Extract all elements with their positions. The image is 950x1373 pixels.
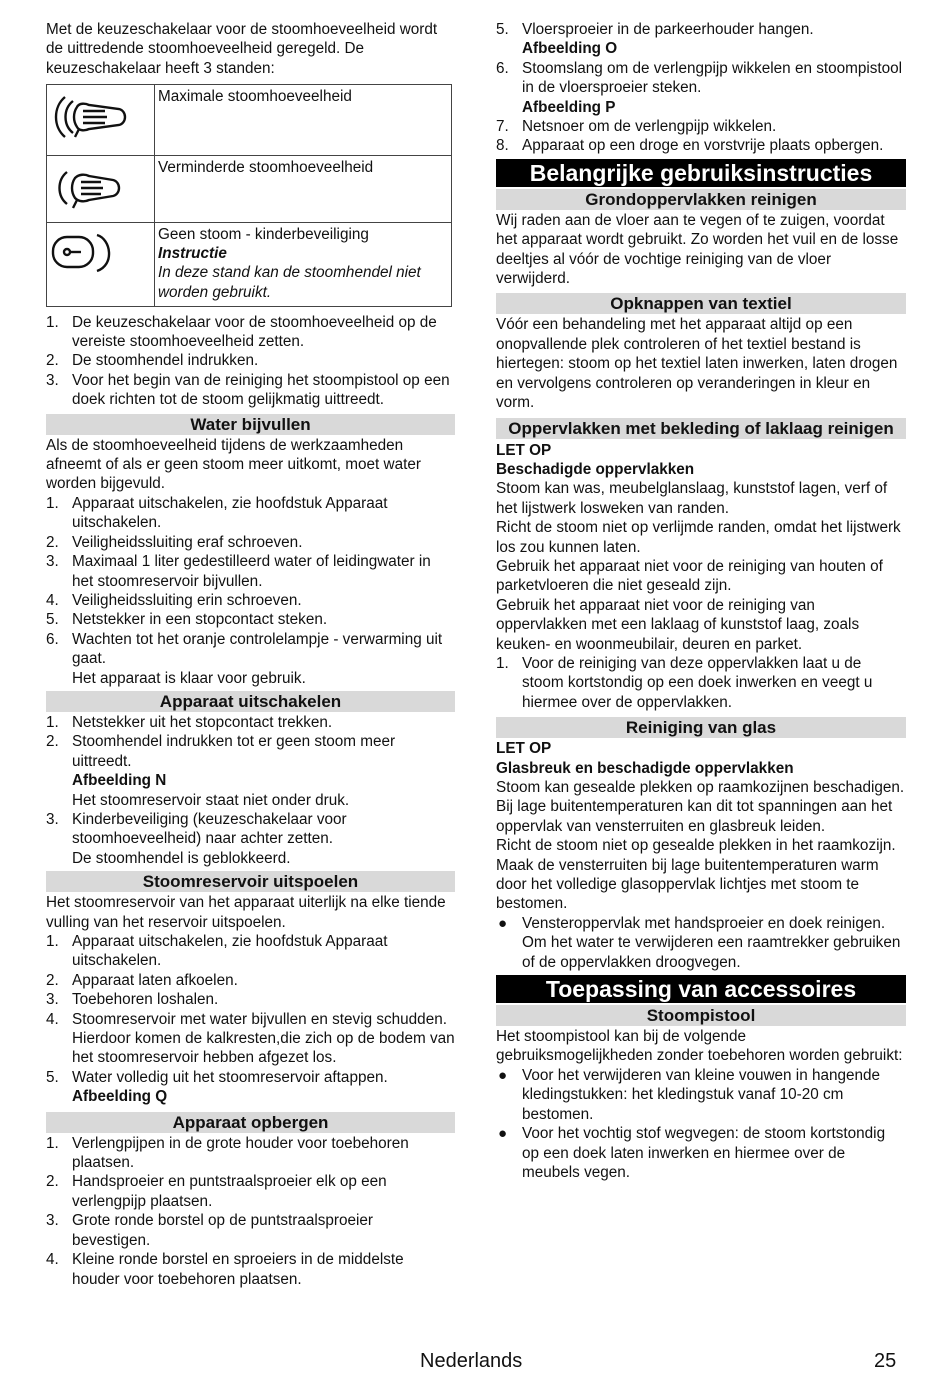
section-heading-rinse: Stoomreservoir uitspoelen <box>46 871 455 892</box>
chapter-heading-accessories: Toepassing van accessoires <box>496 975 906 1003</box>
water-intro: Als de stoomhoeveelheid tijdens de werkzaamheden afneemt of als er geen stoom meer uitkomt, moet water worden bijgevuld. <box>46 436 421 493</box>
reduced-steam-label: Verminderde stoomhoeveelheid <box>155 156 452 222</box>
section-heading-glass: Reiniging van glas <box>496 717 906 738</box>
section-heading-off: Apparaat uitschakelen <box>46 691 455 712</box>
lacquer-p2: Richt de stoom niet op verlijmde randen, omdat het lijstwerk los zou kunnen laten. <box>496 519 901 556</box>
section-heading-water: Water bijvullen <box>46 414 455 435</box>
list-item: 3. Toebehoren loshalen. <box>46 991 219 1009</box>
child-lock-icon <box>47 222 155 306</box>
instruction-title: Instructie <box>158 245 227 263</box>
chapter-heading-usage: Belangrijke gebruiksinstructies <box>496 159 906 187</box>
list-item: 5. Vloersproeier in de parkeerhouder hangen. Afbeelding O <box>496 20 906 59</box>
figure-ref: Afbeelding P <box>522 98 616 116</box>
section-heading-floor: Grondoppervlakken reinigen <box>496 189 906 210</box>
list-item: 2. Handsproeier en puntstraalsproeier elk op een verlengpijp plaatsen. <box>46 1173 387 1210</box>
list-item: 2. Stoomhendel indrukken tot er geen stoom meer uittreedt. Afbeelding N Het stoomreservoir staat niet onder druk. <box>46 732 455 810</box>
right-column <box>496 20 906 1182</box>
reduced-steam-icon <box>47 156 155 222</box>
intro-text: Met de keuzeschakelaar voor de stoomhoeveelheid wordt de uittredende stoomhoeveelheid geregeld. De keuzeschakelaar heeft 3 standen: <box>46 21 438 77</box>
instruction-text: In deze stand kan de stoomhendel niet worden gebruikt. <box>158 264 421 301</box>
list-item: ● Voor het verwijderen van kleine vouwen in hangende kledingstukken: het kledingstuk vanaf 10-20 cm bestomen. <box>498 1066 881 1123</box>
store-steps <box>46 1134 455 1289</box>
floor-text: Wij raden aan de vloer aan te vegen of te zuigen, voordat het apparaat wordt gebruikt. Zo worden het vuil en de losse deeltjes al vóór de vochtige reiniging van de vloer verwijderd. <box>496 211 899 288</box>
list-item: 2. Apparaat laten afkoelen. <box>46 971 238 989</box>
list-item: 6. Wachten tot het oranje controlelampje - verwarming uit gaat. Het apparaat is klaar voor gebruik. <box>46 630 443 687</box>
lacquer-p3: Gebruik het apparaat niet voor de reiniging van houten of parketvloeren die niet geseald zijn. <box>496 557 883 595</box>
list-item: 2. Veiligheidssluiting eraf schroeven. <box>46 533 303 551</box>
pistol-bullets <box>496 1066 906 1182</box>
lacquer-p4: Gebruik het apparaat niet voor de reiniging van oppervlakken met een laklaag of kunststof laag, zoals keuken- en woonmeubilair, deuren en parket. <box>496 596 860 653</box>
list-item: 1. De keuzeschakelaar voor de stoomhoeveelheid op de vereiste stoomhoeveelheid zetten. <box>46 313 437 351</box>
glass-p3: Maak de vensterruiten bij lage buitentemperaturen warm door het volledige glasoppervlak lichtjes met stoom te bestomen. <box>496 856 879 913</box>
figure-ref: Afbeelding Q <box>72 1088 168 1106</box>
list-item: 1. Netstekker uit het stopcontact trekken. <box>46 713 333 731</box>
list-item: 1. Verlengpijpen in de grote houder voor toebehoren plaatsen. <box>46 1134 409 1172</box>
figure-ref: Afbeelding O <box>522 40 618 58</box>
bullet-icon: ● <box>498 1066 508 1084</box>
list-item: ● Voor het vochtig stof wegvegen: de stoom kortstondig op een doek laten inwerken en hiermee over de meubels vegen. <box>498 1125 886 1181</box>
list-item: 4. Veiligheidssluiting erin schroeven. <box>46 591 302 609</box>
child-lock-cell <box>155 222 452 306</box>
glass-p2: Richt de stoom niet op gesealde plekken in het raamkozijn. <box>496 837 896 855</box>
page-number: 25 <box>874 1350 897 1372</box>
textile-text: Vóór een behandeling met het apparaat altijd op een onopvallende plek controleren of het textiel bestand is hiertegen: stoom op het textiel laten inwerken, laten drogen en vervolgens controleren op veranderingen in kleur en vorm. <box>496 316 898 412</box>
child-lock-label: Geen stoom - kinderbeveiliging <box>158 225 369 243</box>
list-item: 3. Maximaal 1 liter gedestilleerd water of leidingwater in het stoomreservoir bijvullen. <box>46 553 431 590</box>
bullet-icon: ● <box>498 1125 508 1143</box>
list-item: 2. De stoomhendel indrukken. <box>46 352 259 370</box>
list-item: 1. Apparaat uitschakelen, zie hoofdstuk Apparaat uitschakelen. <box>46 494 388 532</box>
steps-list-1 <box>46 313 455 410</box>
store-steps-continued <box>496 20 906 156</box>
pistol-intro: Het stoompistool kan bij de volgende gebruiksmogelijkheden zonder toebehoren worden gebruikt: <box>496 1028 903 1065</box>
list-item: ● Vensteroppervlak met handsproeier en doek reinigen. Om het water te verwijderen een raamtrekker gebruiken of de oppervlakken droogvegen. <box>498 914 901 971</box>
list-item: 5. Netstekker in een stopcontact steken. <box>46 611 328 629</box>
list-item: 5. Water volledig uit het stoomreservoir aftappen. Afbeelding Q <box>46 1068 455 1107</box>
section-heading-lacquer: Oppervlakken met bekleding of laklaag reinigen <box>496 418 906 439</box>
warning-subtitle: Beschadigde oppervlakken <box>496 460 695 478</box>
list-item: 4. Kleine ronde borstel en sproeiers in de middelste houder voor toebehoren plaatsen. <box>46 1251 404 1288</box>
warning-subtitle: Glasbreuk en beschadigde oppervlakken <box>496 759 794 777</box>
footer-language: Nederlands <box>420 1350 523 1372</box>
section-heading-store: Apparaat opbergen <box>46 1112 455 1133</box>
list-item: 3. Grote ronde borstel op de puntstraalsproeier bevestigen. <box>46 1212 374 1249</box>
rinse-steps <box>46 932 455 1107</box>
list-item: 1. Apparaat uitschakelen, zie hoofdstuk Apparaat uitschakelen. <box>46 933 388 970</box>
lacquer-p1: Stoom kan was, meubelglanslaag, kunststof lagen, verf of het lijstwerk losweken van randen. <box>496 480 888 517</box>
glass-bullets <box>496 914 906 972</box>
bullet-icon: ● <box>498 914 508 932</box>
list-item: 4. Stoomreservoir met water bijvullen en stevig schudden. Hierdoor komen de kalkresten,die zich op de bodem van het stoomreservoir hebben afgezet los. <box>46 1010 455 1067</box>
max-steam-icon <box>47 85 155 156</box>
section-heading-pistol: Stoompistool <box>496 1005 906 1026</box>
glass-p1: Stoom kan gesealde plekken op raamkozijnen beschadigen. Bij lage buitentemperaturen kan dit tot spanningen aan het oppervlak van vensterruiten en glasbreuk leiden. <box>496 779 905 835</box>
figure-ref: Afbeelding N <box>72 772 167 790</box>
list-item: 6. Stoomslang om de verlengpijp wikkelen en stoompistool in de vloersproeier steken. Afbeelding P <box>496 59 906 117</box>
off-steps <box>46 713 455 868</box>
list-item: 7. Netsnoer om de verlengpijp wikkelen. <box>496 118 777 136</box>
list-item: 1. Voor de reiniging van deze oppervlakken laat u de stoom kortstondig op een doek inwerken en veegt u hiermee over de oppervlakken. <box>496 654 873 711</box>
list-item: 8. Apparaat op een droge en vorstvrije plaats opbergen. <box>496 137 884 155</box>
list-item: 3. Kinderbeveiliging (keuzeschakelaar voor stoomhoeveelheid) naar achter zetten. De stoomhendel is geblokkeerd. <box>46 810 347 867</box>
max-steam-label: Maximale stoomhoeveelheid <box>155 85 452 156</box>
lacquer-steps <box>496 654 906 712</box>
steam-selector-table <box>46 84 452 306</box>
left-column <box>46 20 455 1289</box>
list-item: 3. Voor het begin van de reiniging het stoompistool op een doek richten tot de stoom gelijkmatig uittreedt. <box>46 371 450 409</box>
rinse-intro: Het stoomreservoir van het apparaat uiterlijk na elke tiende vulling van het reservoir uitspoelen. <box>46 894 446 931</box>
warning-label: LET OP <box>496 441 552 459</box>
section-heading-textile: Opknappen van textiel <box>496 293 906 314</box>
warning-label: LET OP <box>496 740 552 758</box>
water-steps <box>46 494 455 688</box>
